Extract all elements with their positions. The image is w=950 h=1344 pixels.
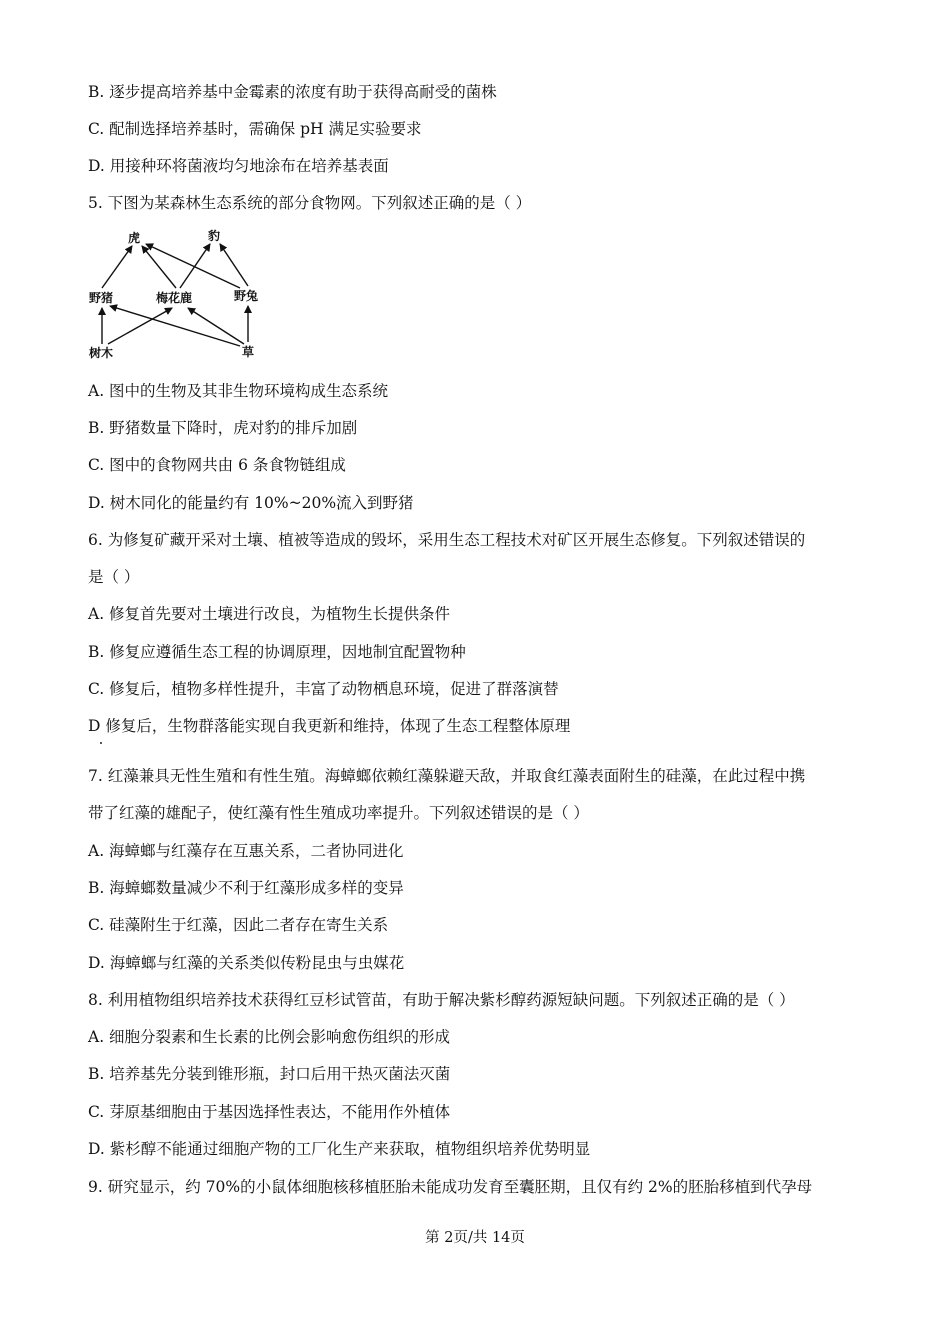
node-tiger: 虎 — [128, 231, 141, 245]
q7-option-c: C. 硅藻附生于红藻，因此二者存在寄生关系 — [88, 916, 389, 934]
q5-stem: 5. 下图为某森林生态系统的部分食物网。下列叙述正确的是（ ） — [88, 194, 532, 212]
node-grass: 草 — [242, 345, 255, 359]
q4-option-b: B. 逐步提高培养基中金霉素的浓度有助于获得高耐受的菌株 — [88, 83, 497, 101]
arrow-deer-leopard — [180, 244, 210, 288]
q6-option-a: A. 修复首先要对土壤进行改良，为植物生长提供条件 — [88, 605, 451, 623]
stray-dot — [100, 742, 102, 744]
node-rabbit: 野兔 — [234, 289, 259, 303]
q7-option-d: D. 海蟑螂与红藻的关系类似传粉昆虫与虫媒花 — [88, 954, 405, 972]
arrow-deer-tiger — [142, 246, 176, 288]
q5-option-c: C. 图中的食物网共由 6 条食物链组成 — [88, 456, 346, 474]
food-web-diagram — [80, 226, 280, 366]
q5-option-b: B. 野猪数量下降时，虎对豹的排斥加剧 — [88, 419, 358, 437]
node-boar: 野猪 — [89, 291, 114, 305]
q6-option-b: B. 修复应遵循生态工程的协调原理，因地制宜配置物种 — [88, 643, 466, 661]
node-leopard: 豹 — [208, 229, 221, 243]
node-tree: 树木 — [89, 346, 114, 360]
q8-option-d: D. 紫杉醇不能通过细胞产物的工厂化生产来获取，植物组织培养优势明显 — [88, 1140, 591, 1158]
q5-option-a: A. 图中的生物及其非生物环境构成生态系统 — [88, 382, 389, 400]
q7-option-a: A. 海蟑螂与红藻存在互惠关系，二者协同进化 — [88, 842, 404, 860]
arrow-rabbit-tiger — [146, 244, 240, 288]
q8-option-c: C. 芽原基细胞由于基因选择性表达，不能用作外植体 — [88, 1103, 451, 1121]
q4-option-d: D. 用接种环将菌液均匀地涂布在培养基表面 — [88, 157, 389, 175]
q6-option-c: C. 修复后，植物多样性提升，丰富了动物栖息环境，促进了群落演替 — [88, 680, 559, 698]
q8-option-b: B. 培养基先分装到锥形瓶，封口后用干热灭菌法灭菌 — [88, 1065, 451, 1083]
q9-stem-line1: 9. 研究显示，约 70%的小鼠体细胞核移植胚胎未能成功发育至囊胚期，且仅有约 2%的胚胎移植到代孕母 — [88, 1178, 813, 1196]
arrow-rabbit-leopard — [220, 244, 248, 286]
node-deer: 梅花鹿 — [156, 291, 193, 305]
q6-stem-line1: 6. 为修复矿藏开采对土壤、植被等造成的毁坏，采用生态工程技术对矿区开展生态修复。下列叙述错误的 — [88, 531, 806, 549]
page-footer: 第 2页/共 14页 — [425, 1230, 525, 1246]
q7-stem-line2: 带了红藻的雄配子，使红藻有性生殖成功率提升。下列叙述错误的是（ ） — [88, 804, 589, 822]
q4-option-c: C. 配制选择培养基时，需确保 pH 满足实验要求 — [88, 120, 422, 138]
q7-option-b: B. 海蟑螂数量减少不利于红藻形成多样的变异 — [88, 879, 404, 897]
q7-stem-line1: 7. 红藻兼具无性生殖和有性生殖。海蟑螂依赖红藻躲避天敌，并取食红藻表面附生的硅藻，在此过程中携 — [88, 767, 806, 785]
arrow-boar-tiger — [102, 246, 132, 288]
q6-stem-line2: 是（ ） — [88, 568, 140, 586]
q8-stem: 8. 利用植物组织培养技术获得红豆杉试管苗，有助于解决紫杉醇药源短缺问题。下列叙述正确的是（ ） — [88, 991, 795, 1009]
arrow-tree-deer — [108, 308, 172, 344]
q5-option-d: D. 树木同化的能量约有 10%~20%流入到野猪 — [88, 494, 414, 512]
q8-option-a: A. 细胞分裂素和生长素的比例会影响愈伤组织的形成 — [88, 1028, 451, 1046]
q6-option-d: D 修复后，生物群落能实现自我更新和维持，体现了生态工程整体原理 — [88, 717, 571, 735]
arrow-grass-boar — [110, 306, 240, 346]
